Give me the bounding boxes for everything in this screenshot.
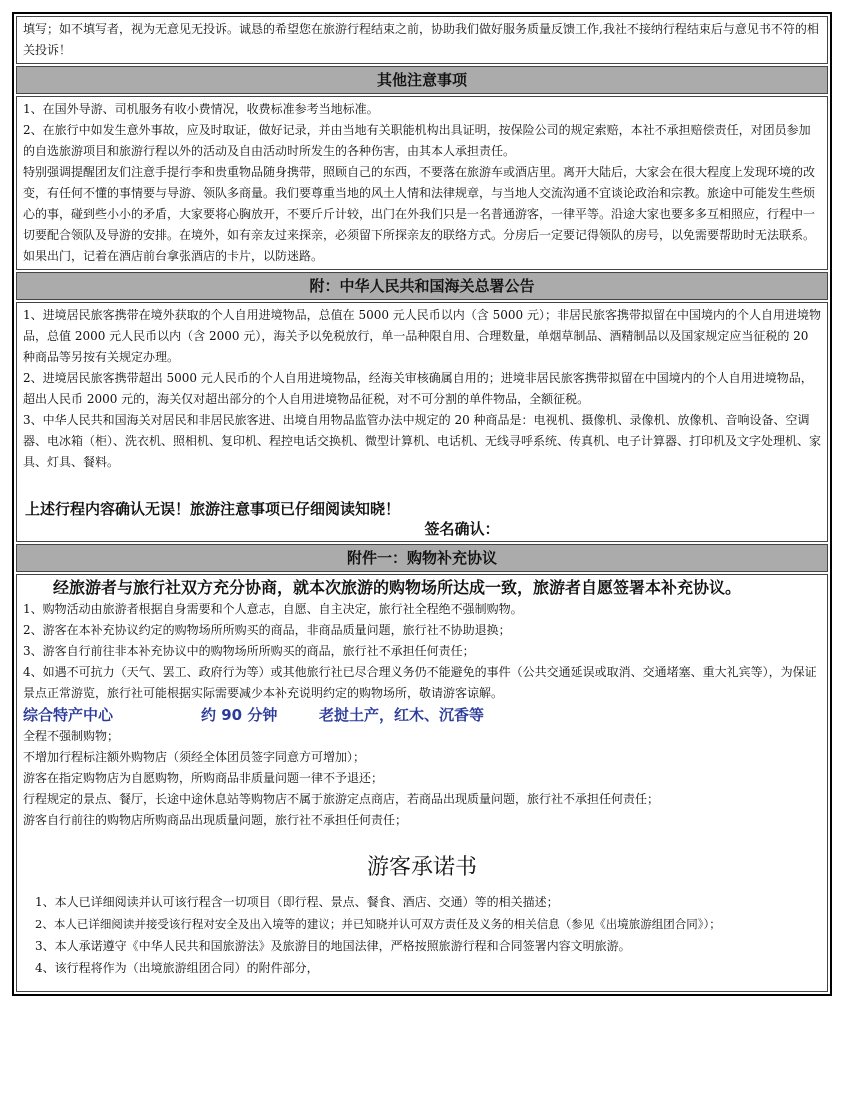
shopping-note: 游客自行前往的购物店所购商品出现质量问题，旅行社不承担任何责任； [23,813,408,827]
other-notes-header: 其他注意事项 [16,66,828,94]
shopping-box [16,574,828,992]
document-frame [12,12,832,996]
signature-label: 签名确认： [424,520,500,538]
shopping-item: 4、如遇不可抗力（天气、罢工、政府行为等）或其他旅行社已尽合理义务仍不能避免的事件（公共交通延误或取消、交通堵塞、重大礼宾等），为保证景点正常游览，旅行社可能根据实际需要减少本补充说明约定的购物场所，敬请游客谅解。 [23,665,817,700]
shopping-item: 2、游客在本补充协议约定的购物场所所购买的商品，非商品质量问题，旅行社不协助退换； [23,623,511,637]
pledge-item: 2、本人已详细阅读并接受该行程对安全及出入境等的建议；并已知晓并认可双方责任及义务的相关信息（参见《出境旅游组团合同》）； [35,917,721,931]
pledge-item: 1、本人已详细阅读并认可该行程含一切项目（即行程、景点、餐食、酒店、交通）等的相关描述； [35,895,559,909]
pledge-list [23,891,821,979]
pledge-item: 4、该行程将作为（出境旅游组团合同）的附件部分， [35,961,319,975]
shopping-note: 游客在指定购物店为自愿购物，所购商品非质量问题一律不予退还； [23,771,384,785]
customs-box [16,302,828,542]
shopping-intro: 经旅游者与旅行社双方充分协商，就本次旅游的购物场所达成一致，旅游者自愿签署本补充协议。 [53,578,742,597]
pledge-item: 3、本人承诺遵守《中华人民共和国旅游法》及旅游目的地国法律，严格按照旅游行程和合同签署内容文明旅游。 [35,939,631,953]
pledge-title: 游客承诺书 [366,855,477,880]
customs-item: 1、进境居民旅客携带在境外获取的个人自用进境物品，总值在 5000 元人民币以内（含 5000 元）；非居民旅客携带拟留在中国境内的个人自用进境物品，总值 2000 元人民币以内（含 2000 元），海关予以免税放行，单一品种限自用、合理数量，单烟草制品、酒精制品以及国家规定应当征税的 20 种商品等另按有关规定办理。 [23,308,821,364]
top-note-box [16,16,828,64]
customs-item: 3、中华人民共和国海关对居民和非居民旅客进、出境自用物品监管办法中规定的 20 种商品是：电视机、摄像机、录像机、放像机、音响设备、空调器、电冰箱（柜）、洗衣机、照相机、复印机、程控电话交换机、微型计算机、电话机、无线寻呼系统、传真机、电子计算器、打印机及文字处理机、家具、灯具、餐料。 [23,413,822,469]
customs-item: 2、进境居民旅客携带超出 5000 元人民币的个人自用进境物品，经海关审核确属自用的；进境非居民旅客携带拟留在中国境内的个人自用进境物品，超出人民币 2000 元的，海关仅对超出部分的个人自用进境物品征税，对不可分割的单件物品，全额征税。 [23,371,813,406]
shop-duration: 约 90 分钟 [201,706,278,724]
customs-header: 附：中华人民共和国海关总署公告 [16,272,828,300]
other-note-item: 特别强调提醒团友们注意手提行李和贵重物品随身携带，照顾自己的东西，不要落在旅游车或酒店里。离开大陆后，大家会在很大程度上发现环境的改变，有任何不懂的事情要与导游、领队多商量。我们要尊重当地的风土人情和法律规章，与当地人交流沟通不宜谈论政治和宗教。旅途中可能发生些烦心的事，碰到些小小的矛盾，大家要将心胸放开，不要斤斤计较，出门在外我们只是一名普通游客，一律平等。沿途大家也要多多互相照应，行程中一切要配合领队及导游的安排。在境外，如有亲友过来探亲，必须留下所探亲友的联络方式。分房后一定要记得领队的房号，以免需要帮助时无法联系。如果出门，记着在酒店前台拿张酒店的卡片，以防迷路。 [23,165,816,263]
shopping-note: 全程不强制购物； [23,729,120,743]
other-notes-box [16,96,828,270]
confirmation-text: 上述行程内容确认无误！旅游注意事项已仔细阅读知晓！ [25,500,401,518]
shopping-item: 1、购物活动由旅游者根据自身需要和个人意志，自愿、自主决定，旅行社全程绝不强制购物。 [23,602,523,616]
shopping-note: 行程规定的景点、餐厅，长途中途休息站等购物店不属于旅游定点商店，若商品出现质量问题，旅行社不承担任何责任； [23,792,660,806]
shop-goods: 老挝土产，红木、沉香等 [319,706,485,724]
other-note-item: 2、在旅行中如发生意外事故，应及时取证，做好记录，并由当地有关职能机构出具证明，按保险公司的规定索赔，本社不承担赔偿责任，对团员参加的自选旅游项目和旅游行程以外的活动及自由活动时所发生的各种伤害，由其本人承担责任。 [23,123,811,158]
other-note-item: 1、在国外导游、司机服务有收小费情况，收费标准参考当地标准。 [23,102,379,116]
shopping-note: 不增加行程标注额外购物店（须经全体团员签字同意方可增加）； [23,750,366,764]
shopping-item: 3、游客自行前往非本补充协议中的购物场所所购买的商品，旅行社不承担任何责任； [23,644,475,658]
shop-row [23,704,821,726]
shopping-header: 附件一：购物补充协议 [16,544,828,572]
top-note: 填写；如不填写者，视为无意见无投诉。诚恳的希望您在旅游行程结束之前，协助我们做好服务质量反馈工作,我社不接纳行程结束后与意见书不符的相关投诉！ [23,22,819,57]
confirmation-block [23,499,821,539]
shop-name: 综合特产中心 [23,706,114,724]
